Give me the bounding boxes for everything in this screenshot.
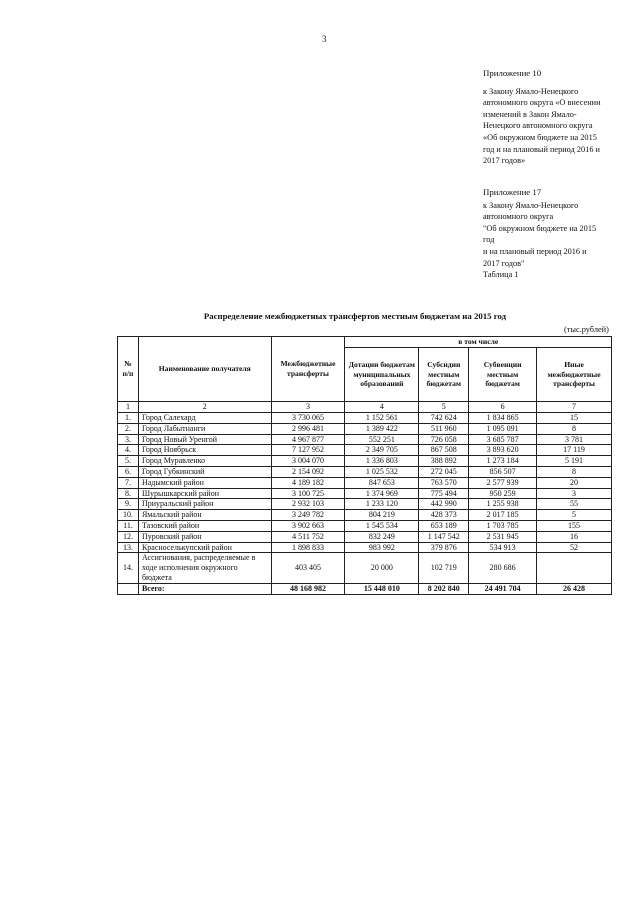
index-cell: 1	[118, 402, 139, 413]
other-value: 5 191	[537, 456, 612, 467]
other-value: 15	[537, 413, 612, 424]
table-row	[118, 531, 612, 542]
appendix-10-line: Ненецкого автономного округа	[483, 121, 593, 131]
subventions-value: 2 577 939	[469, 477, 537, 488]
transfers-value: 1 898 833	[271, 542, 345, 553]
col-header-recipient: Наименование получателя	[138, 337, 271, 402]
recipient-name: Пуровский район	[138, 531, 271, 542]
grants-value: 804 219	[345, 510, 419, 521]
table-row	[118, 434, 612, 445]
transfers-value: 3 004 070	[271, 456, 345, 467]
subventions-value: 1 095 091	[469, 423, 537, 434]
index-cell: 4	[345, 402, 419, 413]
appendix-10-block	[483, 68, 623, 167]
grants-value: 1 545 534	[345, 520, 419, 531]
recipient-name: Город Салехард	[138, 413, 271, 424]
recipient-name: Приуральский район	[138, 499, 271, 510]
grants-value: 832 249	[345, 531, 419, 542]
table-row	[118, 499, 612, 510]
appendix-10-heading: Приложение 10	[483, 68, 542, 78]
appendix-10-line: к Закону Ямало-Ненецкого	[483, 86, 579, 96]
grants-value: 1 233 120	[345, 499, 419, 510]
appendix-17-line: к Закону Ямало-Ненецкого	[483, 200, 579, 210]
table-row	[118, 456, 612, 467]
recipient-name: Ямальский район	[138, 510, 271, 521]
grants-value: 2 349 705	[345, 445, 419, 456]
subsidies-value: 1 147 542	[419, 531, 469, 542]
col-header-including: в том числе	[345, 337, 612, 348]
recipient-name: Надымский район	[138, 477, 271, 488]
col-header-subventions: Субвенции местным бюджетам	[469, 348, 537, 402]
col-header-num: № п/п	[118, 337, 139, 402]
recipient-name: Город Ноябрьск	[138, 445, 271, 456]
row-number: 6.	[118, 466, 139, 477]
other-value: 16	[537, 531, 612, 542]
table-row	[118, 488, 612, 499]
row-number: 12.	[118, 531, 139, 542]
subsidies-value: 653 189	[419, 520, 469, 531]
table-row	[118, 445, 612, 456]
subsidies-value: 742 624	[419, 413, 469, 424]
appendix-10-line: 2017 годов»	[483, 156, 526, 166]
subventions-value: 856 507	[469, 466, 537, 477]
index-cell: 7	[537, 402, 612, 413]
row-number: 14.	[118, 553, 139, 583]
total-subsidies: 8 202 840	[419, 583, 469, 594]
index-cell: 6	[469, 402, 537, 413]
transfers-value: 2 996 481	[271, 423, 345, 434]
units-label: (тыс.рублей)	[564, 325, 609, 334]
grants-value: 1 336 803	[345, 456, 419, 467]
subventions-value: 2 531 945	[469, 531, 537, 542]
appendix-10-line: год и на плановый период 2016 и	[483, 144, 600, 154]
subsidies-value: 442 990	[419, 499, 469, 510]
total-label: Всего:	[138, 583, 271, 594]
appendix-17-heading: Приложение 17	[483, 187, 542, 197]
subventions-value: 950 259	[469, 488, 537, 499]
row-number: 7.	[118, 477, 139, 488]
row-number: 1.	[118, 413, 139, 424]
col-header-grants: Дотации бюджетам муниципальных образований	[345, 348, 419, 402]
total-subventions: 24 491 704	[469, 583, 537, 594]
subsidies-value: 272 045	[419, 466, 469, 477]
subventions-value: 1 834 865	[469, 413, 537, 424]
table-row	[118, 520, 612, 531]
other-value: 3 781	[537, 434, 612, 445]
appendix-17-line: автономного округа	[483, 212, 554, 222]
recipient-name: Тазовский район	[138, 520, 271, 531]
transfers-value: 3 249 782	[271, 510, 345, 521]
appendix-17-table-label: Таблица 1	[483, 270, 519, 280]
transfers-value: 4 189 182	[271, 477, 345, 488]
column-index-row	[118, 402, 612, 413]
appendix-10-line: «Об окружном бюджете на 2015	[483, 132, 597, 142]
other-value: 8	[537, 423, 612, 434]
appendix-10-line: автономного округа «О внесении	[483, 98, 601, 108]
transfers-value: 3 100 725	[271, 488, 345, 499]
total-transfers: 48 168 982	[271, 583, 345, 594]
table-row	[118, 510, 612, 521]
row-number: 10.	[118, 510, 139, 521]
col-header-transfers: Межбюджетные трансферты	[271, 337, 345, 402]
subventions-value: 1 255 938	[469, 499, 537, 510]
grants-value: 1 389 422	[345, 423, 419, 434]
row-number: 8.	[118, 488, 139, 499]
subsidies-value: 379 876	[419, 542, 469, 553]
col-header-subsidies: Субсидии местным бюджетам	[419, 348, 469, 402]
transfers-value: 2 932 103	[271, 499, 345, 510]
recipient-name: Город Губкинский	[138, 466, 271, 477]
index-cell: 5	[419, 402, 469, 413]
other-value	[537, 553, 612, 583]
table-row	[118, 466, 612, 477]
index-cell: 3	[271, 402, 345, 413]
subsidies-value: 511 960	[419, 423, 469, 434]
recipient-name: Ассигнования, распределяемые в ходе исполнения окружного бюджета	[138, 553, 271, 583]
subventions-value: 2 017 185	[469, 510, 537, 521]
other-value: 3	[537, 488, 612, 499]
appendix-17-line: "Об окружном бюджете на 2015	[483, 223, 597, 233]
other-value: 55	[537, 499, 612, 510]
subsidies-value: 867 508	[419, 445, 469, 456]
other-value: 8	[537, 466, 612, 477]
row-number: 2.	[118, 423, 139, 434]
table-row	[118, 542, 612, 553]
grants-value: 1 374 969	[345, 488, 419, 499]
subventions-value: 3 685 787	[469, 434, 537, 445]
appendix-17-line: и на плановый период 2016 и	[483, 246, 587, 256]
recipient-name: Город Лабытнанги	[138, 423, 271, 434]
table-row	[118, 477, 612, 488]
total-grants: 15 448 010	[345, 583, 419, 594]
transfers-table	[117, 336, 612, 595]
appendix-17-line: 2017 годов"	[483, 258, 525, 268]
grants-value: 552 251	[345, 434, 419, 445]
row-number: 11.	[118, 520, 139, 531]
subventions-value: 3 893 620	[469, 445, 537, 456]
table-row	[118, 553, 612, 583]
subsidies-value: 388 892	[419, 456, 469, 467]
subsidies-value: 428 373	[419, 510, 469, 521]
grants-value: 847 653	[345, 477, 419, 488]
recipient-name: Город Новый Уренгой	[138, 434, 271, 445]
grants-value: 1 025 532	[345, 466, 419, 477]
transfers-value: 403 405	[271, 553, 345, 583]
other-value: 52	[537, 542, 612, 553]
other-value: 5	[537, 510, 612, 521]
transfers-value: 2 154 092	[271, 466, 345, 477]
transfers-value: 4 511 752	[271, 531, 345, 542]
appendix-17-line: год	[483, 235, 495, 245]
transfers-value: 3 902 663	[271, 520, 345, 531]
subventions-value: 280 686	[469, 553, 537, 583]
col-header-other: Иные межбюджетные трансферты	[537, 348, 612, 402]
grants-value: 983 992	[345, 542, 419, 553]
row-number: 9.	[118, 499, 139, 510]
page-number: 3	[322, 34, 327, 44]
grants-value: 1 152 561	[345, 413, 419, 424]
transfers-value: 7 127 952	[271, 445, 345, 456]
subsidies-value: 726 058	[419, 434, 469, 445]
subsidies-value: 102 719	[419, 553, 469, 583]
subventions-value: 534 913	[469, 542, 537, 553]
subsidies-value: 775 494	[419, 488, 469, 499]
index-cell: 2	[138, 402, 271, 413]
row-number: 4.	[118, 445, 139, 456]
appendix-10-line: изменений в Закон Ямало-	[483, 109, 577, 119]
recipient-name: Красноселькупский район	[138, 542, 271, 553]
table-row	[118, 423, 612, 434]
row-number: 5.	[118, 456, 139, 467]
transfers-value: 4 967 877	[271, 434, 345, 445]
table-row	[118, 413, 612, 424]
row-number: 3.	[118, 434, 139, 445]
transfers-value: 3 730 065	[271, 413, 345, 424]
row-number: 13.	[118, 542, 139, 553]
subsidies-value: 763 570	[419, 477, 469, 488]
total-other: 26 428	[537, 583, 612, 594]
grants-value: 20 000	[345, 553, 419, 583]
recipient-name: Шурышкарский район	[138, 488, 271, 499]
table-title: Распределение межбюджетных трансфертов местным бюджетам на 2015 год	[203, 311, 507, 321]
subventions-value: 1 703 785	[469, 520, 537, 531]
other-value: 155	[537, 520, 612, 531]
appendix-17-block	[483, 187, 623, 281]
subventions-value: 1 273 184	[469, 456, 537, 467]
total-row	[118, 583, 612, 594]
other-value: 20	[537, 477, 612, 488]
other-value: 17 119	[537, 445, 612, 456]
recipient-name: Город Муравленко	[138, 456, 271, 467]
